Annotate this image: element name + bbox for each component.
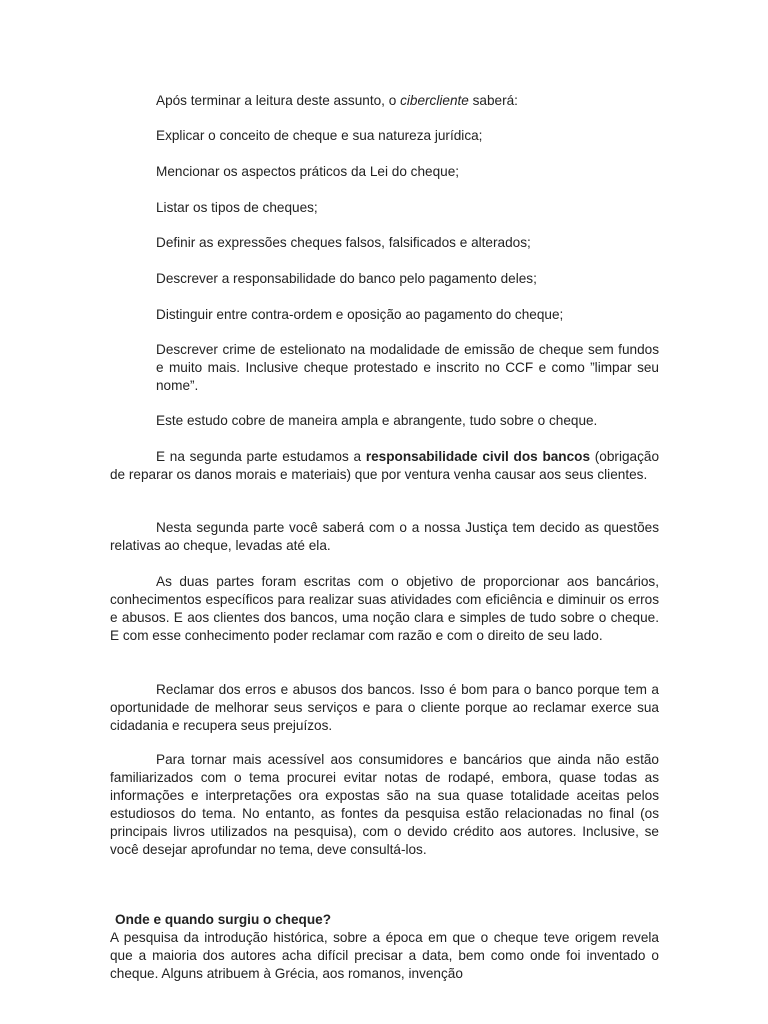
body-paragraph: Nesta segunda parte você saberá com o a nossa Justiça tem decido as questões relativas ao cheque, levadas até ela.	[110, 520, 659, 553]
body-paragraph: As duas partes foram escritas com o objetivo de proporcionar aos bancários, conhecimentos específicos para realizar suas atividades com eficiência e diminuir os erros e abusos. E aos clientes dos bancos, uma noção clara e simples de tudo sobre o cheque. E com esse conhecimento poder reclamar com razão e com o direito de seu lado.	[110, 574, 659, 643]
summary-paragraph: Este estudo cobre de maneira ampla e abrangente, tudo sobre o cheque.	[156, 413, 598, 428]
objective-item: Mencionar os aspectos práticos da Lei do cheque;	[156, 164, 460, 179]
objective-item: Listar os tipos de cheques;	[156, 200, 318, 215]
intro-emphasis: cibercliente	[400, 93, 469, 108]
body-paragraph: Para tornar mais acessível aos consumidores e bancários que ainda não estão familiarizados com o tema procurei evitar notas de rodapé, embora, quase todas as informações e interpretações ora expostas são na sua quase totalidade aceitas pelos estudiosos do tema. No entanto, as fontes da pesquisa estão relacionadas no final (os principais livros utilizados na pesquisa), com o devido crédito aos autores. Inclusive, se você desejar aprofundar no tema, deve consultá-los.	[110, 752, 659, 857]
intro-prefix: Após terminar a leitura deste assunto, o	[156, 93, 401, 108]
second-part-prefix: E na segunda parte estudamos a	[156, 449, 366, 464]
second-part-paragraph	[110, 448, 659, 484]
objective-item: Distinguir entre contra-ordem e oposição ao pagamento do cheque;	[156, 307, 564, 322]
intro-line	[156, 92, 659, 110]
second-part-bold: responsabilidade civil dos bancos	[365, 449, 591, 464]
section-body: A pesquisa da introdução histórica, sobre a época em que o cheque teve origem revela que a maioria dos autores acha difícil precisar a data, bem como onde foi inventado o cheque. Alguns atribuem à Grécia, aos romanos, invenção	[110, 930, 659, 981]
intro-suffix: saberá:	[468, 93, 518, 108]
body-paragraph: Reclamar dos erros e abusos dos bancos. Isso é bom para o banco porque tem a oportunidade de melhorar seus serviços e para o cliente porque ao reclamar exerce sua cidadania e recupera seus prejuízos.	[110, 682, 659, 733]
objective-item: Definir as expressões cheques falsos, falsificados e alterados;	[156, 235, 531, 250]
objective-item: Explicar o conceito de cheque e sua natureza jurídica;	[156, 128, 483, 143]
objective-item: Descrever a responsabilidade do banco pelo pagamento deles;	[156, 271, 537, 286]
second-part-suffix: (obrigação de reparar os danos morais e materiais) que por ventura venha causar aos seus clientes.	[110, 449, 660, 482]
objective-item: Descrever crime de estelionato na modalidade de emissão de cheque sem fundos e muito mais. Inclusive cheque protestado e inscrito no CCF e como ”limpar seu nome”.	[156, 342, 659, 393]
section-heading: Onde e quando surgiu o cheque?	[115, 912, 331, 927]
